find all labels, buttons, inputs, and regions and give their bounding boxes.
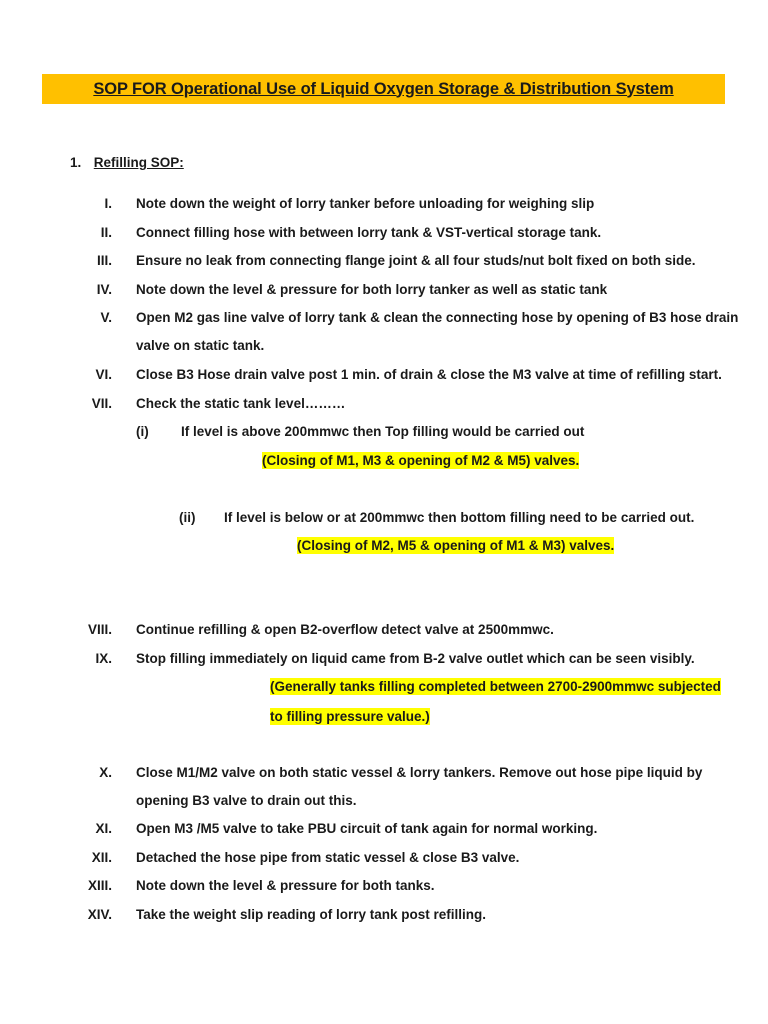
step-text: Open M3 /M5 valve to take PBU circuit of tank again for normal working. <box>136 821 598 836</box>
step-numeral: XII. <box>91 850 112 865</box>
step-numeral: I. <box>104 196 112 211</box>
step-text: Open M2 gas line valve of lorry tank & clean the connecting hose by opening of B3 hose drain <box>136 310 739 325</box>
filling-note-line1 <box>270 679 721 694</box>
step-numeral: VI. <box>95 367 112 382</box>
step-text: Note down the level & pressure for both tanks. <box>136 878 435 893</box>
step-numeral: X. <box>99 765 112 780</box>
step-text: Ensure no leak from connecting flange joint & all four studs/nut bolt fixed on both side. <box>136 253 696 268</box>
substep-note <box>297 538 614 553</box>
step-numeral: XIII. <box>87 878 112 893</box>
section-heading <box>70 155 184 170</box>
substep-note <box>262 453 579 468</box>
step-numeral: VIII. <box>87 622 112 637</box>
step-text: Continue refilling & open B2-overflow detect valve at 2500mmwc. <box>136 622 554 637</box>
highlighted-note: (Closing of M2, M5 & opening of M1 & M3) valves. <box>297 538 615 553</box>
step-text: Take the weight slip reading of lorry tank post refilling. <box>136 907 487 922</box>
step-numeral: V. <box>100 310 112 325</box>
highlighted-note: (Generally tanks filling completed between 2700-2900mmwc subjected <box>270 679 721 694</box>
step-numeral: III. <box>96 253 112 268</box>
substep-marker: (ii) <box>179 510 196 525</box>
section-number: 1. <box>70 155 82 170</box>
step-text: valve on static tank. <box>136 338 265 353</box>
step-text: Note down the level & pressure for both lorry tanker as well as static tank <box>136 282 608 297</box>
highlighted-note: (Closing of M1, M3 & opening of M2 & M5) valves. <box>262 453 580 468</box>
step-text: Close B3 Hose drain valve post 1 min. of drain & close the M3 valve at time of refilling start. <box>136 367 722 382</box>
step-text: Stop filling immediately on liquid came from B-2 valve outlet which can be seen visibly. <box>136 651 695 666</box>
highlighted-note: to filling pressure value.) <box>270 709 430 724</box>
step-numeral: VII. <box>91 396 112 411</box>
step-numeral: II. <box>100 225 112 240</box>
substep-text: If level is above 200mmwc then Top filling would be carried out <box>181 424 585 439</box>
title-band <box>42 74 725 104</box>
step-numeral: XI. <box>95 821 112 836</box>
step-text: Note down the weight of lorry tanker before unloading for weighing slip <box>136 196 595 211</box>
step-text: Detached the hose pipe from static vessel & close B3 valve. <box>136 850 520 865</box>
step-numeral: IV. <box>96 282 112 297</box>
filling-note-line2 <box>270 709 430 724</box>
substep-text: If level is below or at 200mmwc then bottom filling need to be carried out. <box>224 510 695 525</box>
step-text: opening B3 valve to drain out this. <box>136 793 357 808</box>
document-title: SOP FOR Operational Use of Liquid Oxygen Storage & Distribution System <box>93 79 674 98</box>
substep-marker: (i) <box>136 424 149 439</box>
step-text: Close M1/M2 valve on both static vessel & lorry tankers. Remove out hose pipe liquid by <box>136 765 703 780</box>
step-numeral: IX. <box>95 651 112 666</box>
step-numeral: XIV. <box>87 907 112 922</box>
section-label: Refilling SOP: <box>93 155 184 170</box>
step-text: Check the static tank level……… <box>136 396 346 411</box>
step-text: Connect filling hose with between lorry tank & VST-vertical storage tank. <box>136 225 602 240</box>
